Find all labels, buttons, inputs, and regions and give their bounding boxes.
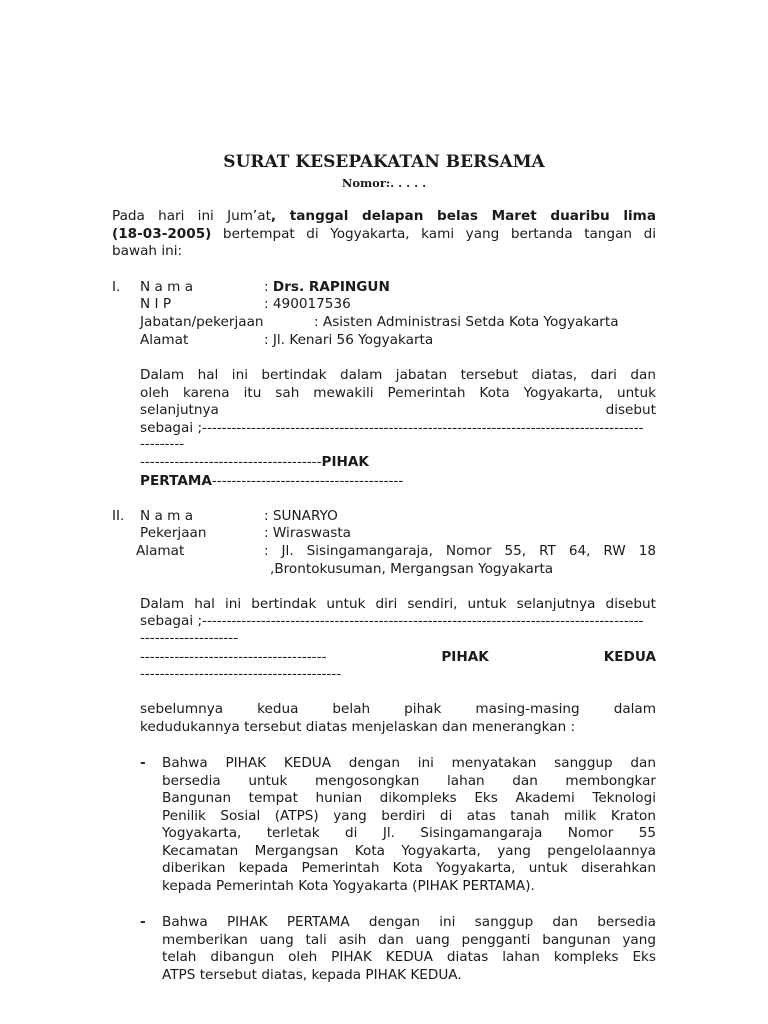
party1-nip-label: N I P bbox=[140, 296, 172, 312]
bullet-1-mark: - bbox=[140, 755, 146, 771]
intro-paragraph bbox=[112, 208, 656, 261]
closing-line-1: sebelumnya kedua belah pihak masing-masing dalam bbox=[140, 701, 656, 717]
party2-dash-line-1: sebagai ;------------------------------------------------------------------------------------------ bbox=[140, 613, 644, 629]
party1-role-line-1: -------------------------------------PIHAK bbox=[140, 454, 369, 470]
party2-name-label: N a m a bbox=[140, 508, 194, 524]
document-number: Nomor:. . . . . bbox=[341, 176, 427, 190]
closing-paragraph bbox=[140, 701, 656, 736]
party1-nip-value: : 490017536 bbox=[264, 296, 351, 312]
party1-name-value: : Drs. RAPINGUN bbox=[264, 279, 390, 295]
party2-dash-line-3: ----------------------------------------- bbox=[140, 666, 342, 682]
party1-para-line-2: oleh karena itu sah mewakili Pemerintah Kota Yogyakarta, untuk bbox=[140, 384, 656, 401]
party1-dash-line-1: sebagai ;------------------------------------------------------------------------------------------ bbox=[140, 420, 644, 436]
party1-role-line-2: PERTAMA--------------------------------------- bbox=[140, 473, 404, 489]
bullet-2-mark: - bbox=[140, 914, 146, 930]
party2-para-line-1: Dalam hal ini bertindak untuk diri sendiri, untuk selanjutnya disebut bbox=[140, 596, 656, 612]
party2-name-value: : SUNARYO bbox=[264, 508, 338, 524]
party2-occupation-value: : Wiraswasta bbox=[264, 525, 352, 541]
party1-position-label: Jabatan/pekerjaan bbox=[140, 314, 264, 330]
party2-address-label: Alamat bbox=[136, 543, 185, 559]
party2-dash-line-2: -------------------- bbox=[140, 630, 239, 646]
party2-numeral: II. bbox=[112, 508, 125, 524]
party1-para-line-1: Dalam hal ini bertindak dalam jabatan tersebut diatas, dari dan bbox=[140, 367, 656, 383]
intro-line-2: (18-03-2005) bertempat di Yogyakarta, kami yang bertanda tangan di bbox=[112, 225, 656, 242]
bullet-1-text: Bahwa PIHAK KEDUA dengan ini menyatakan sanggup dan bersedia untuk mengosongkan lahan dan membongkar Bangunan tempat hunian dikompleks Eks Akademi Teknologi Penilik Sosial (ATPS) yang berdiri di atas tanah milik Kraton Yogyakarta, terletak di Jl. Sisingamangaraja Nomor 55 Kecamatan Mergangsan Kota Yogyakarta, yang pengelolaannya diberikan kepada Pemerintah Kota Yogyakarta, untuk diserahkan kepada Pemerintah Kota Yogyakarta (PIHAK PERTAMA). bbox=[162, 755, 656, 894]
party1-address-label: Alamat bbox=[140, 332, 189, 348]
document-title: SURAT KESEPAKATAN BERSAMA bbox=[223, 152, 545, 172]
bullet-2-text: Bahwa PIHAK PERTAMA dengan ini sanggup dan bersedia memberikan uang tali asih dan uang pengganti bangunan yang telah dibangun oleh PIHAK KEDUA diatas lahan kompleks Eks ATPS tersebut diatas, kepada PIHAK KEDUA. bbox=[162, 914, 656, 983]
party2-paragraph bbox=[140, 596, 656, 614]
party1-paragraph bbox=[140, 367, 656, 420]
party1-address-value: : Jl. Kenari 56 Yogyakarta bbox=[264, 332, 434, 348]
party2-address-value: : Jl. Sisingamangaraja, Nomor 55, RT 64, RW 18 ,Brontokusuman, Mergangsan Yogyakarta bbox=[264, 543, 656, 577]
intro-line-3: bawah ini: bbox=[112, 243, 183, 259]
closing-line-2: kedudukannya tersebut diatas menjelaskan dan menerangkan : bbox=[140, 718, 576, 735]
intro-line-1: Pada hari ini Jum’at, tanggal delapan belas Maret duaribu lima bbox=[112, 208, 656, 224]
party1-para-line-3: selanjutnya disebut bbox=[140, 402, 656, 418]
party2-role-line: -------------------------------------- PIHAK KEDUA bbox=[140, 649, 656, 665]
party1-dash-line-2: --------- bbox=[140, 436, 185, 452]
party1-position-value: : Asisten Administrasi Setda Kota Yogyakarta bbox=[314, 314, 619, 330]
party2-occupation-label: Pekerjaan bbox=[140, 525, 207, 541]
party1-numeral: I. bbox=[112, 279, 121, 295]
party1-name-label: N a m a bbox=[140, 279, 194, 295]
